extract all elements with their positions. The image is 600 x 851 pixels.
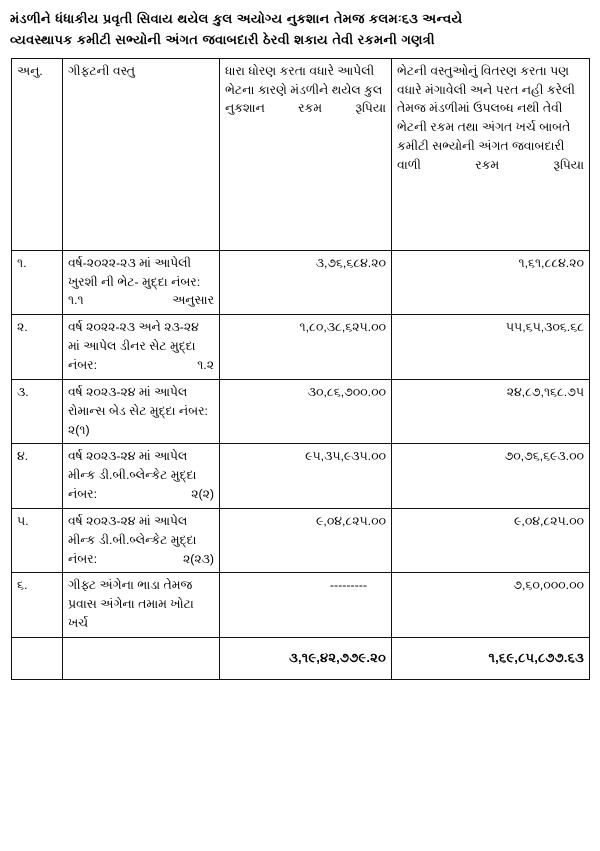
column-header-excess-gift-loss: ધારા ધોરણ કરતા વધારે આપેલી ભેટના કારણે મંડળીને થયેલ કુલ નુકશાન રકમ રૂપિયા [220, 58, 392, 250]
row-serial: ૫. [12, 508, 63, 573]
row-amount-excess-loss: ૯૫,૩૫,૯૩૫.૦૦ [220, 444, 392, 509]
table-total-row [12, 637, 590, 679]
row-serial: ૩. [12, 379, 63, 444]
table-row [12, 250, 590, 315]
row-item-description: વર્ષ ૨૦૨૩-૨૪ માં આપેલ મીન્ક ડી.બી.બ્લેન્કેટ મુદ્દા નંબર: ૨(૨) [63, 444, 220, 509]
table-row [12, 573, 590, 638]
row-item-description: ગીફ્ટ અંગેના ભાડા તેમજ પ્રવાસ અંગેના તમામ ખોટા ખર્ચ [63, 573, 220, 638]
row-amount-excess-loss: ૧,૮૦,૩૮,૬૨૫.૦૦ [220, 315, 392, 380]
row-amount-personal-liability: ૭૦,૭૬,૬૯૩.૦૦ [392, 444, 590, 509]
column-header-personal-liability: ભેટની વસ્તુઓનું વિતરણ કરતા પણ વધારે મંગાવેલી અને પરત નહી કરેલી તેમજ મંડળીમાં ઉપલબ્ધ નથી તેવી ભેટની રકમ તથા અંગત ખર્ચ બાબતે કમીટી સભ્યોની અંગત જવાબદારી વાળી રકમ રૂપિયા [392, 58, 590, 250]
table-row [12, 379, 590, 444]
row-amount-personal-liability: ૨૪,૮૭,૧૬૮.૭૫ [392, 379, 590, 444]
column-header-serial: અનુ. [12, 58, 63, 250]
table-row [12, 508, 590, 573]
row-amount-personal-liability: ૧,૬૧,૮૮૪.૨૦ [392, 250, 590, 315]
page-title-line-1: મંડળીને ધંધાકીય પ્રવૃતી સિવાય થયેલ કુલ અયોગ્ય નુકશાન તેમજ કલમઃ૬૩ અન્વયે [10, 11, 463, 26]
row-amount-personal-liability: ૯,૦૪,૮૨૫.૦૦ [392, 508, 590, 573]
row-serial: ૬. [12, 573, 63, 638]
row-item-description: વર્ષ ૨૦૨૨-૨૩ અને ૨૩-૨૪ માં આપેલ ડીનર સેટ મુદ્દા નંબર: ૧.૨ [63, 315, 220, 380]
table-header-row [12, 58, 590, 250]
table-row [12, 444, 590, 509]
total-label [63, 637, 220, 679]
row-item-description: વર્ષ-૨૦૨૨-૨૩ માં આપેલી ખુરશી ની ભેટ- મુદ્દા નંબર: ૧.૧ અનુસાર [63, 250, 220, 315]
liability-calculation-table [11, 58, 590, 680]
row-amount-personal-liability: ૭,૬૦,૦૦૦.૦૦ [392, 573, 590, 638]
row-serial: ૧. [12, 250, 63, 315]
row-item-description: વર્ષ ૨૦૨૩-૨૪ માં આપેલ રોમાન્સ બેડ સેટ મુદ્દા નંબર: ૨(૧) [63, 379, 220, 444]
row-serial: ૪. [12, 444, 63, 509]
row-amount-excess-loss: ૩,૭૬,૬૮૪.૨૦ [220, 250, 392, 315]
table-row [12, 315, 590, 380]
row-item-description: વર્ષ ૨૦૨૩-૨૪ માં આપેલ મીન્ક ડી.બી.બ્લેન્કેટ મુદ્દા નંબર: ૨(૨૩) [63, 508, 220, 573]
total-amount-personal-liability: ૧,૬૯,૮૫,૮૭૭.૬૩ [392, 637, 590, 679]
row-amount-excess-loss: ૯,૦૪,૮૨૫.૦૦ [220, 508, 392, 573]
column-header-gift-item: ગીફટની વસ્તુ [63, 58, 220, 250]
total-amount-excess-loss: ૩,૧૯,૪૨,૭૭૯.૨૦ [220, 637, 392, 679]
page-title [0, 0, 600, 51]
row-amount-personal-liability: ૫૫,૬૫,૩૦૬.૬૮ [392, 315, 590, 380]
row-amount-excess-loss: --------- [220, 573, 392, 638]
total-serial [12, 637, 63, 679]
page-title-line-2: વ્યવસ્થાપક કમીટી સભ્યોની અંગત જવાબદારી ઠેરવી શકાય તેવી રકમની ગણત્રી [10, 32, 435, 48]
row-amount-excess-loss: ૩૦,૮૬,૭૦૦.૦૦ [220, 379, 392, 444]
row-serial: ૨. [12, 315, 63, 380]
